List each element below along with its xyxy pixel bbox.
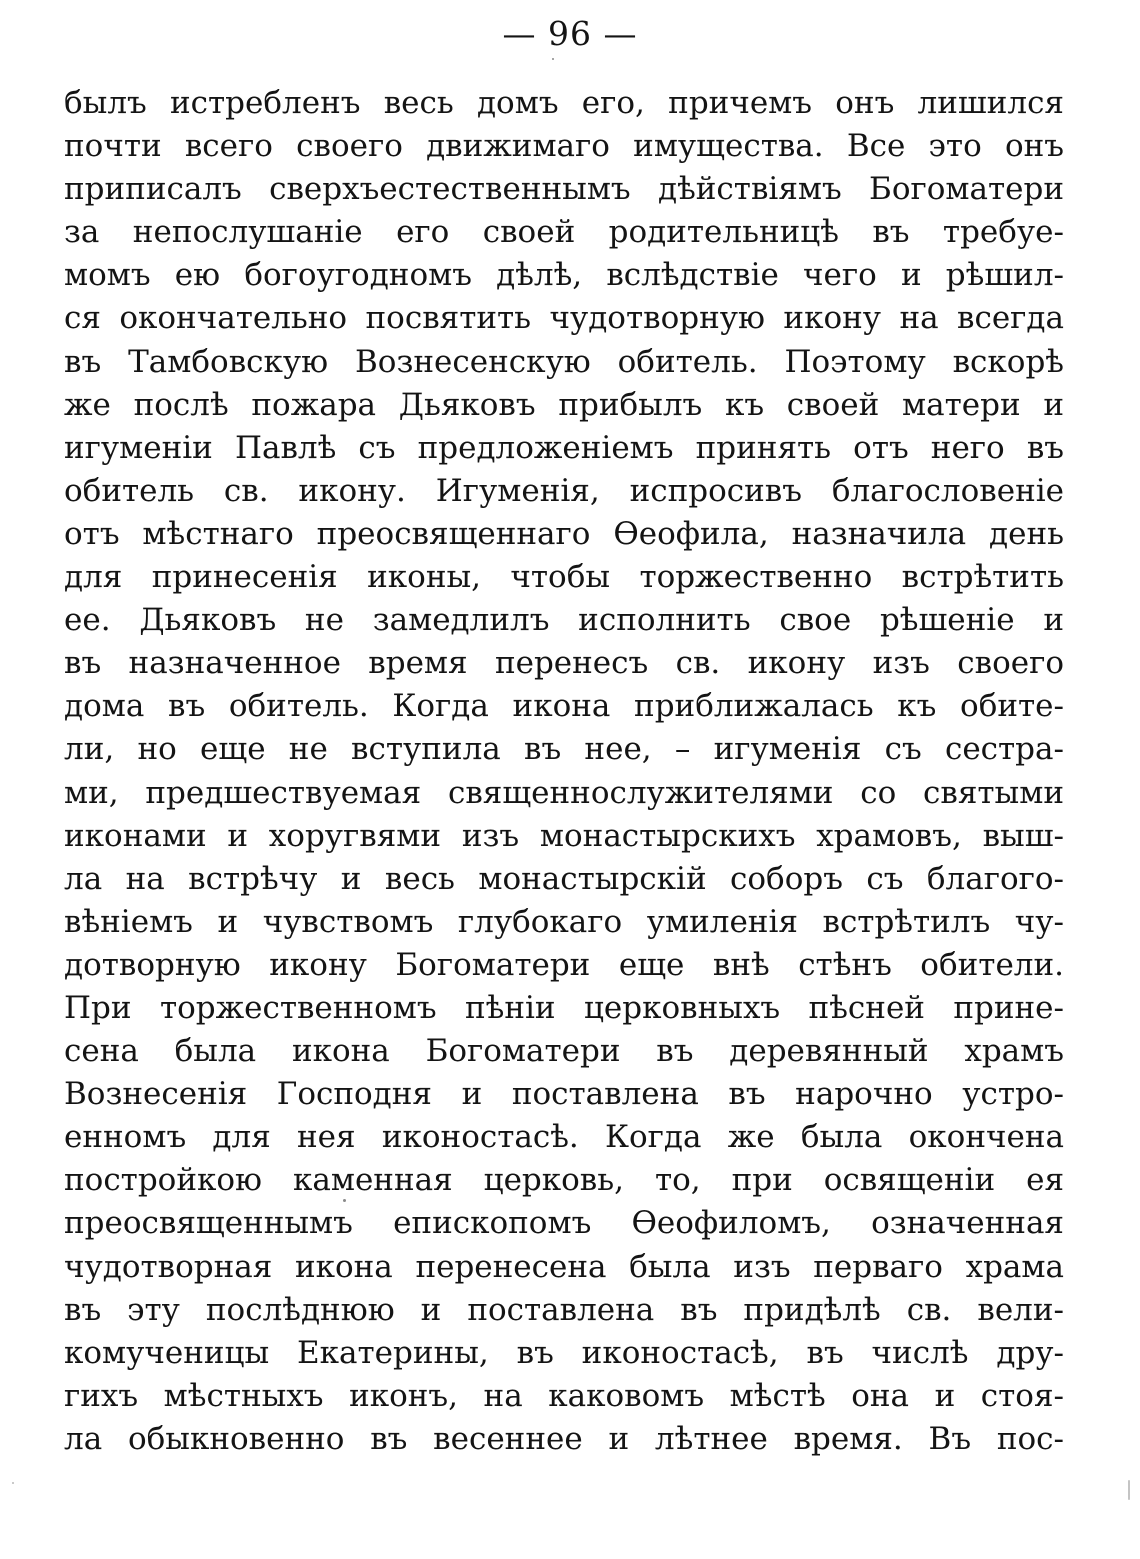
text-line: игуменіи Павлѣ съ предложеніемъ принять отъ него въ bbox=[64, 429, 1064, 466]
text-line: приписалъ сверхъестественнымъ дѣйствіямъ Богоматери bbox=[64, 171, 1064, 208]
text-line: въ назначенное время перенесъ св. икону изъ своего bbox=[64, 645, 1064, 682]
print-speck bbox=[12, 1482, 14, 1484]
text-line: ла на встрѣчу и весь монастырскій соборъ съ благого- bbox=[64, 860, 1064, 897]
text-line: въ Тамбовскую Вознесенскую обитель. Поэтому вскорѣ bbox=[64, 343, 1064, 380]
text-line: ми, предшествуемая священнослужителями со святыми bbox=[64, 774, 1064, 811]
text-line: же послѣ пожара Дьяковъ прибылъ къ своей матери и bbox=[64, 386, 1064, 423]
text-line: комученицы Екатерины, въ иконостасѣ, въ числѣ дру- bbox=[64, 1334, 1064, 1371]
text-line: вѣніемъ и чувствомъ глубокаго умиленія встрѣтилъ чу- bbox=[64, 903, 1064, 940]
text-line: дома въ обитель. Когда икона приближалась къ обите- bbox=[64, 688, 1064, 725]
text-line: почти всего своего движимаго имущества. Все это онъ bbox=[64, 128, 1064, 165]
text-line: былъ истребленъ весь домъ его, причемъ онъ лишился bbox=[64, 85, 1064, 121]
text-line: ее. Дьяковъ не замедлилъ исполнить свое рѣшеніе и bbox=[64, 602, 1064, 639]
text-line: гихъ мѣстныхъ иконъ, на каковомъ мѣстѣ она и стоя- bbox=[64, 1377, 1064, 1414]
text-line: постройкою каменная церковь, то, при освященіи ея bbox=[64, 1162, 1064, 1199]
text-line: ся окончательно посвятить чудотворную икону на всегда bbox=[64, 300, 1064, 337]
text-line: дотворную икону Богоматери еще внѣ стѣнъ обители. bbox=[64, 946, 1064, 983]
text-line: иконами и хоругвями изъ монастырскихъ храмовъ, выш- bbox=[64, 817, 1064, 854]
text-line: сена была икона Богоматери въ деревянный храмъ bbox=[64, 1033, 1064, 1070]
text-line: въ эту послѣднюю и поставлена въ придѣлѣ св. вели- bbox=[64, 1291, 1064, 1328]
print-speck bbox=[1128, 1480, 1130, 1500]
text-line: преосвященнымъ епископомъ Ѳеофиломъ, означенная bbox=[64, 1205, 1064, 1242]
text-line: енномъ для нея иконостасѣ. Когда же была окончена bbox=[64, 1119, 1064, 1156]
text-line: отъ мѣстнаго преосвященнаго Ѳеофила, назначила день bbox=[64, 515, 1064, 552]
print-speck bbox=[552, 58, 554, 60]
text-line: ли, но еще не вступила въ нее, – игуменія съ сестра- bbox=[64, 731, 1064, 768]
text-line: Вознесенія Господня и поставлена въ нарочно устро- bbox=[64, 1076, 1064, 1113]
text-line: При торжественномъ пѣніи церковныхъ пѣсней прине- bbox=[64, 989, 1064, 1026]
text-line: чудотворная икона перенесена была изъ перваго храма bbox=[64, 1248, 1064, 1285]
text-line: момъ ею богоугодномъ дѣлѣ, вслѣдствіе чего и рѣшил- bbox=[64, 257, 1064, 294]
print-speck bbox=[343, 1199, 346, 1202]
page-number: — 96 — bbox=[502, 14, 638, 53]
body-text bbox=[64, 82, 1064, 1461]
text-line: ла обыкновенно въ весеннее и лѣтнее время. Въ пос- bbox=[64, 1420, 1064, 1457]
text-line: за непослушаніе его своей родительницѣ въ требуе- bbox=[64, 214, 1064, 251]
text-line: обитель св. икону. Игуменія, испросивъ благословеніе bbox=[64, 472, 1064, 509]
text-line: для принесенія иконы, чтобы торжественно встрѣтить bbox=[64, 559, 1064, 596]
